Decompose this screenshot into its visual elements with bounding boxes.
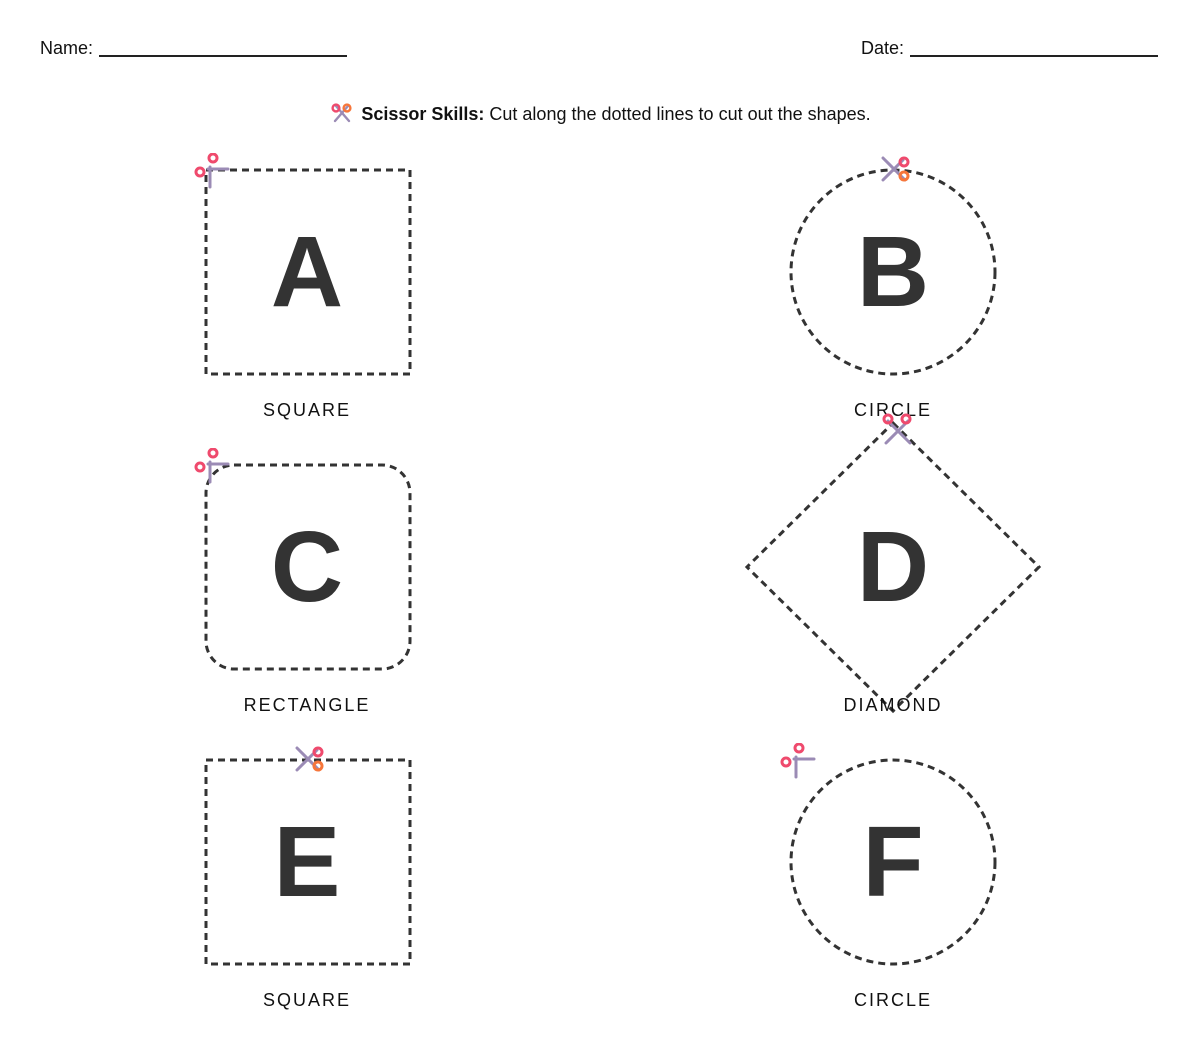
name-field — [40, 38, 347, 59]
shape-letter: D — [856, 511, 930, 623]
shape-label: SQUARE — [262, 400, 352, 420]
shape-letter: F — [862, 806, 924, 918]
name-line[interactable] — [99, 55, 347, 57]
shape-letter: E — [273, 806, 341, 918]
scissors-icon — [880, 413, 916, 449]
shape-card-c — [177, 463, 437, 743]
shape-label: DIAMOND — [843, 695, 943, 715]
date-label: Date: — [861, 38, 905, 58]
shape-letter: C — [270, 511, 344, 623]
instruction-title: Scissor Skills: — [361, 104, 485, 124]
shape-card-e — [177, 758, 437, 1038]
shape-card-f — [763, 758, 1023, 1038]
scissors-icon — [291, 742, 327, 778]
shape-label: CIRCLE — [853, 990, 932, 1010]
instruction-text: Cut along the dotted lines to cut out the shapes. — [484, 104, 871, 124]
scissors-icon — [194, 153, 230, 189]
scissors-icon — [194, 448, 230, 484]
scissors-icon — [877, 152, 913, 188]
shape-letter: A — [270, 216, 344, 328]
scissors-icon — [780, 743, 816, 779]
shape-label: RECTANGLE — [243, 695, 371, 715]
instruction — [0, 103, 1202, 128]
shape-label: CIRCLE — [853, 400, 932, 420]
name-label: Name: — [40, 38, 94, 58]
date-field — [861, 38, 1158, 59]
date-line[interactable] — [910, 55, 1158, 57]
scissors-icon — [331, 103, 353, 128]
shape-card-b — [763, 168, 1023, 448]
shape-card-d — [763, 463, 1023, 743]
shape-letter: B — [856, 216, 930, 328]
shape-card-a — [177, 168, 437, 448]
shape-label: SQUARE — [262, 990, 352, 1010]
